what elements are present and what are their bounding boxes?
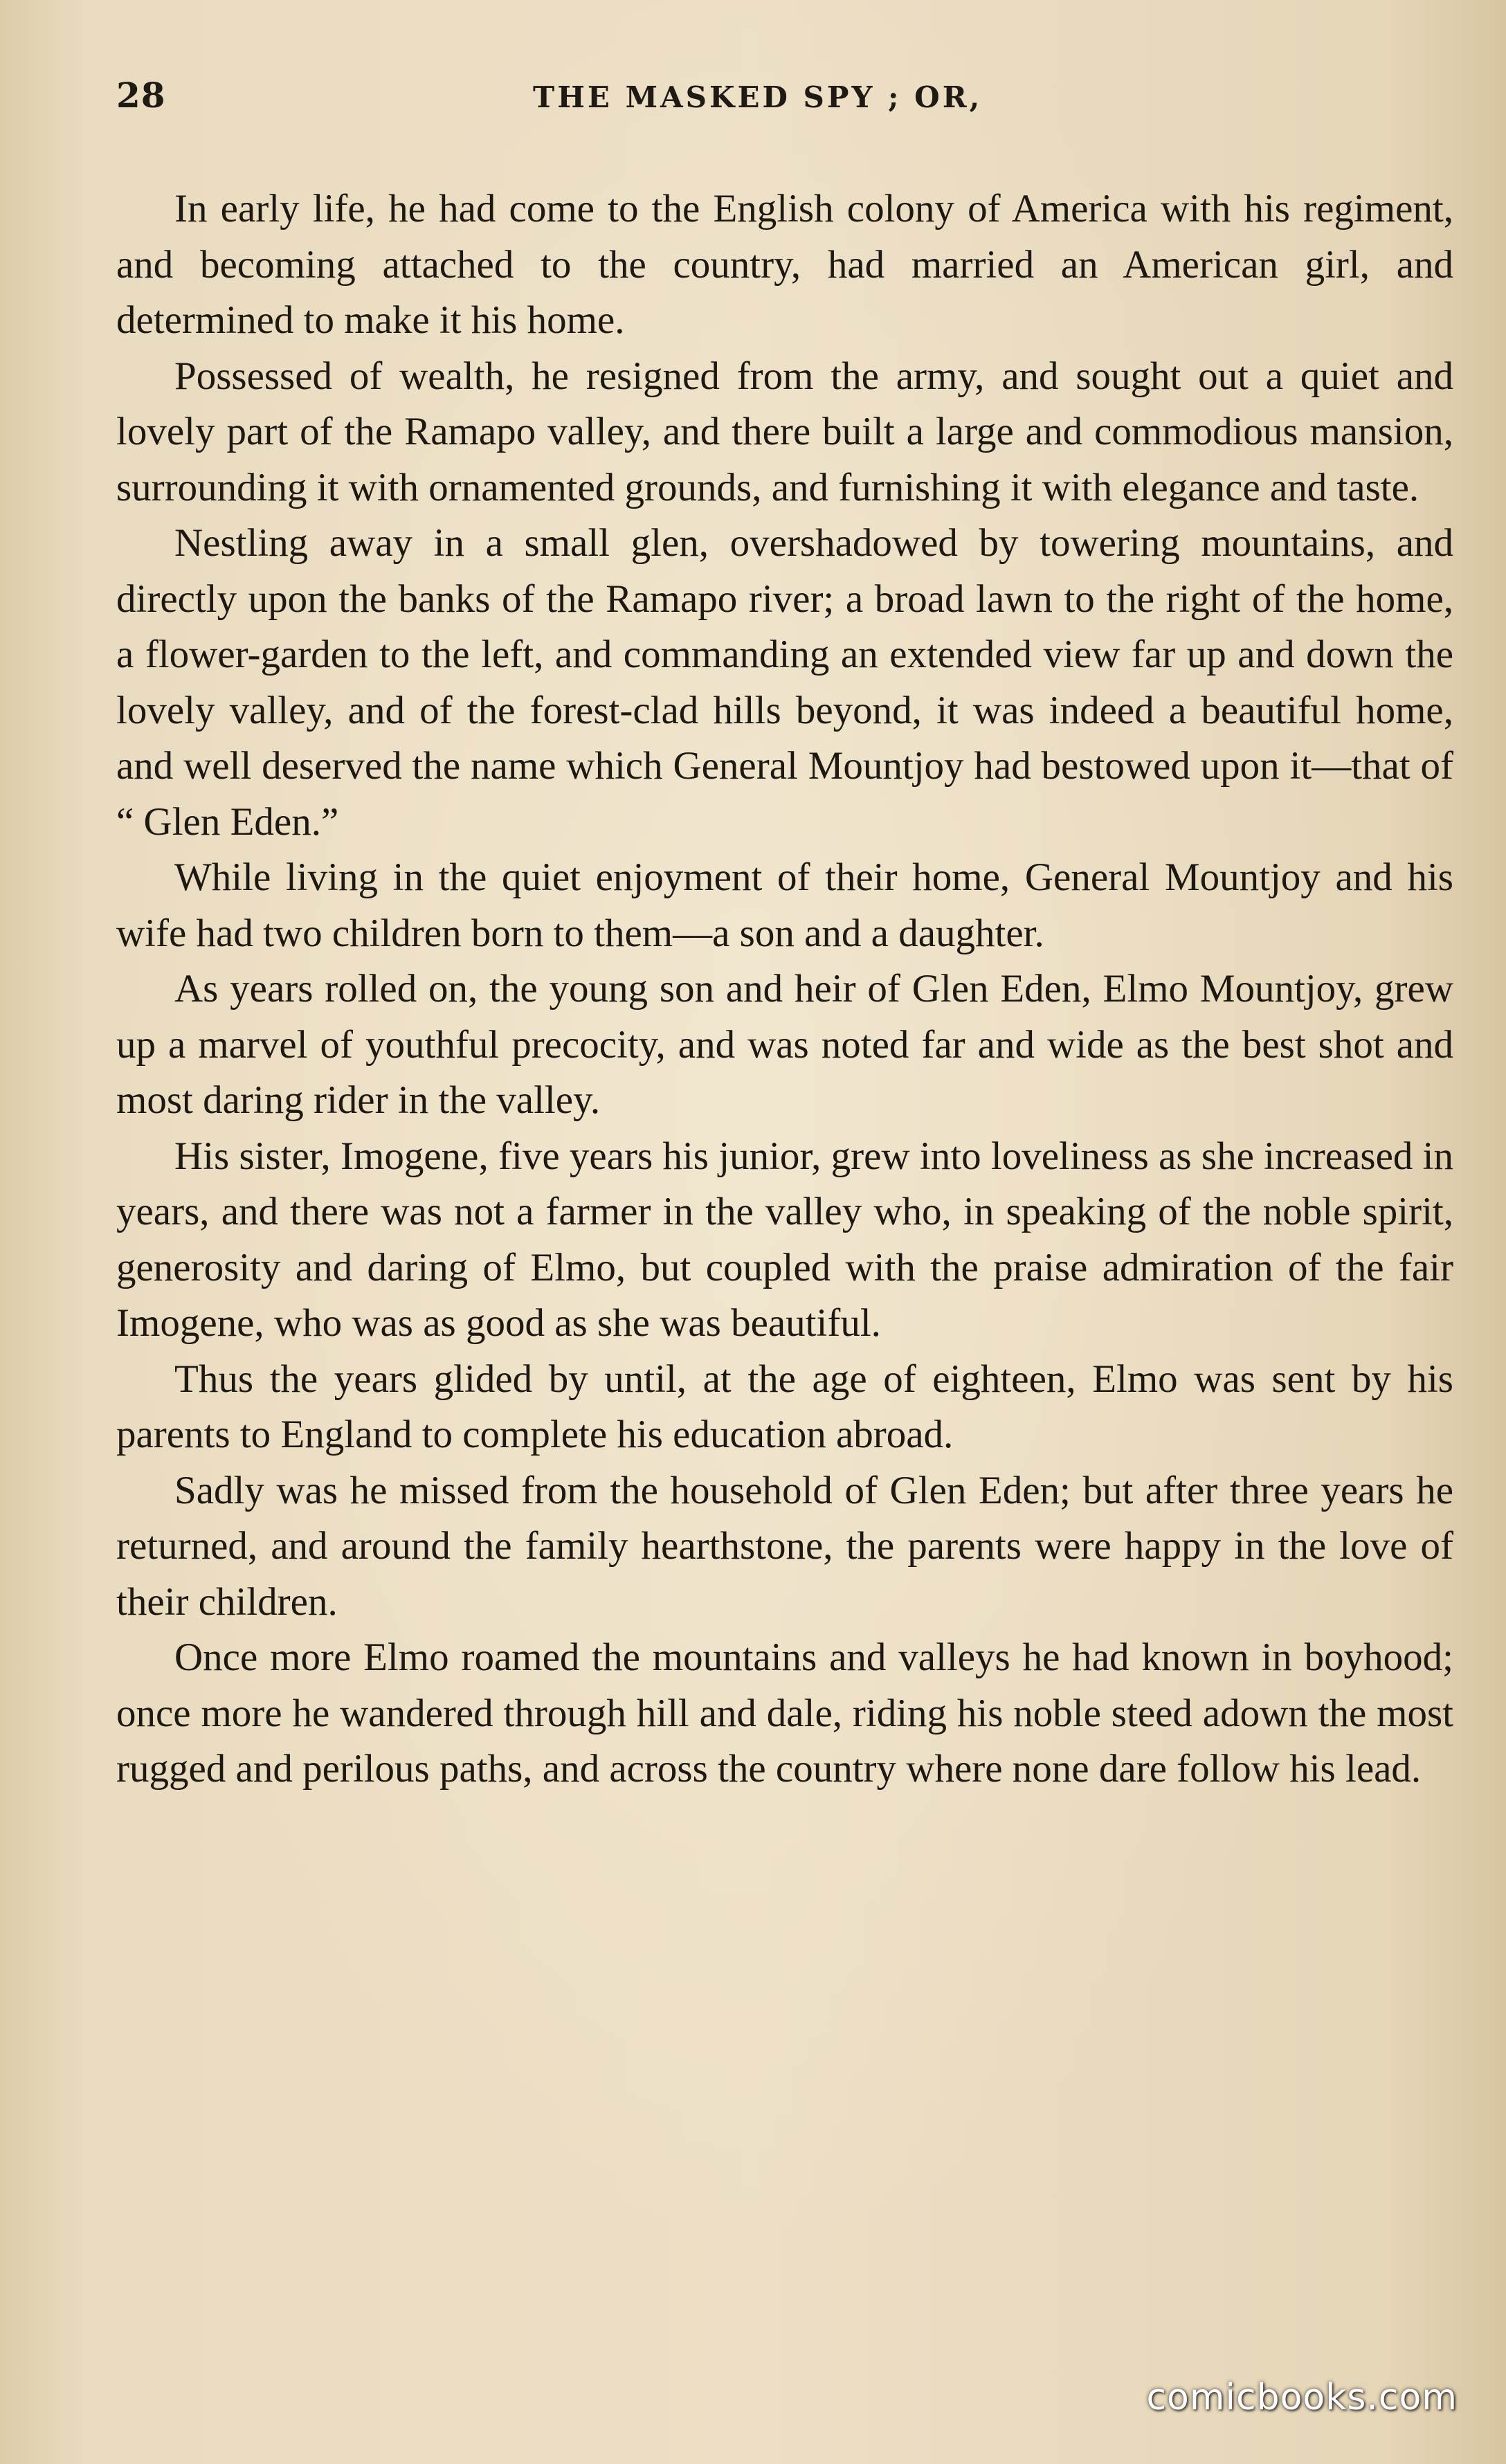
- paragraph: Thus the years glided by until, at the age of eighteen, Elmo was sent by his parents to England to complete his education abroad.: [116, 1357, 1453, 1456]
- body-text: [116, 181, 1453, 1797]
- paragraph: As years rolled on, the young son and heir of Glen Eden, Elmo Mountjoy, grew up a marvel of youthful precocity, and was noted far and wide as the best shot and most daring rider in the valley.: [116, 967, 1453, 1122]
- page-header: [0, 75, 1506, 130]
- paragraph: His sister, Imogene, five years his junior, grew into loveliness as she increased in years, and there was not a farmer in the valley who, in speaking of the noble spirit, generosity and daring of Elmo, but coupled with the praise admiration of the fair Imogene, who was as good as she was beautiful.: [116, 1134, 1453, 1345]
- paragraph: Nestling away in a small glen, overshadowed by towering mountains, and directly upon the banks of the Ramapo river; a broad lawn to the right of the home, a flower-garden to the left, and commanding an extended view far up and down the lovely valley, and of the forest-clad hills beyond, it was indeed a beautiful home, and well deserved the name which General Mountjoy had bestowed upon it—that of “ Glen Eden.”: [116, 521, 1453, 844]
- paragraph: In early life, he had come to the English colony of America with his regiment, and becoming attached to the country, had married an American girl, and determined to make it his home.: [116, 187, 1453, 342]
- watermark: comicbooks.com: [1146, 2377, 1458, 2418]
- paragraph: While living in the quiet enjoyment of their home, General Mountjoy and his wife had two children born to them—a son and a daughter.: [116, 855, 1453, 955]
- page-number: 28: [116, 75, 166, 116]
- paragraph: Sadly was he missed from the household of Glen Eden; but after three years he returned, and around the family hearthstone, the parents were happy in the love of their children.: [116, 1468, 1453, 1624]
- paragraph: Once more Elmo roamed the mountains and valleys he had known in boyhood; once more he wandered through hill and dale, riding his noble steed adown the most rugged and perilous paths, and across the country where none dare follow his lead.: [116, 1636, 1453, 1791]
- paragraph: Possessed of wealth, he resigned from the army, and sought out a quiet and lovely part of the Ramapo valley, and there built a large and commodious mansion, surrounding it with ornamented grounds, and furnishing it with elegance and taste.: [116, 354, 1453, 509]
- running-head: THE MASKED SPY ; OR,: [533, 80, 983, 114]
